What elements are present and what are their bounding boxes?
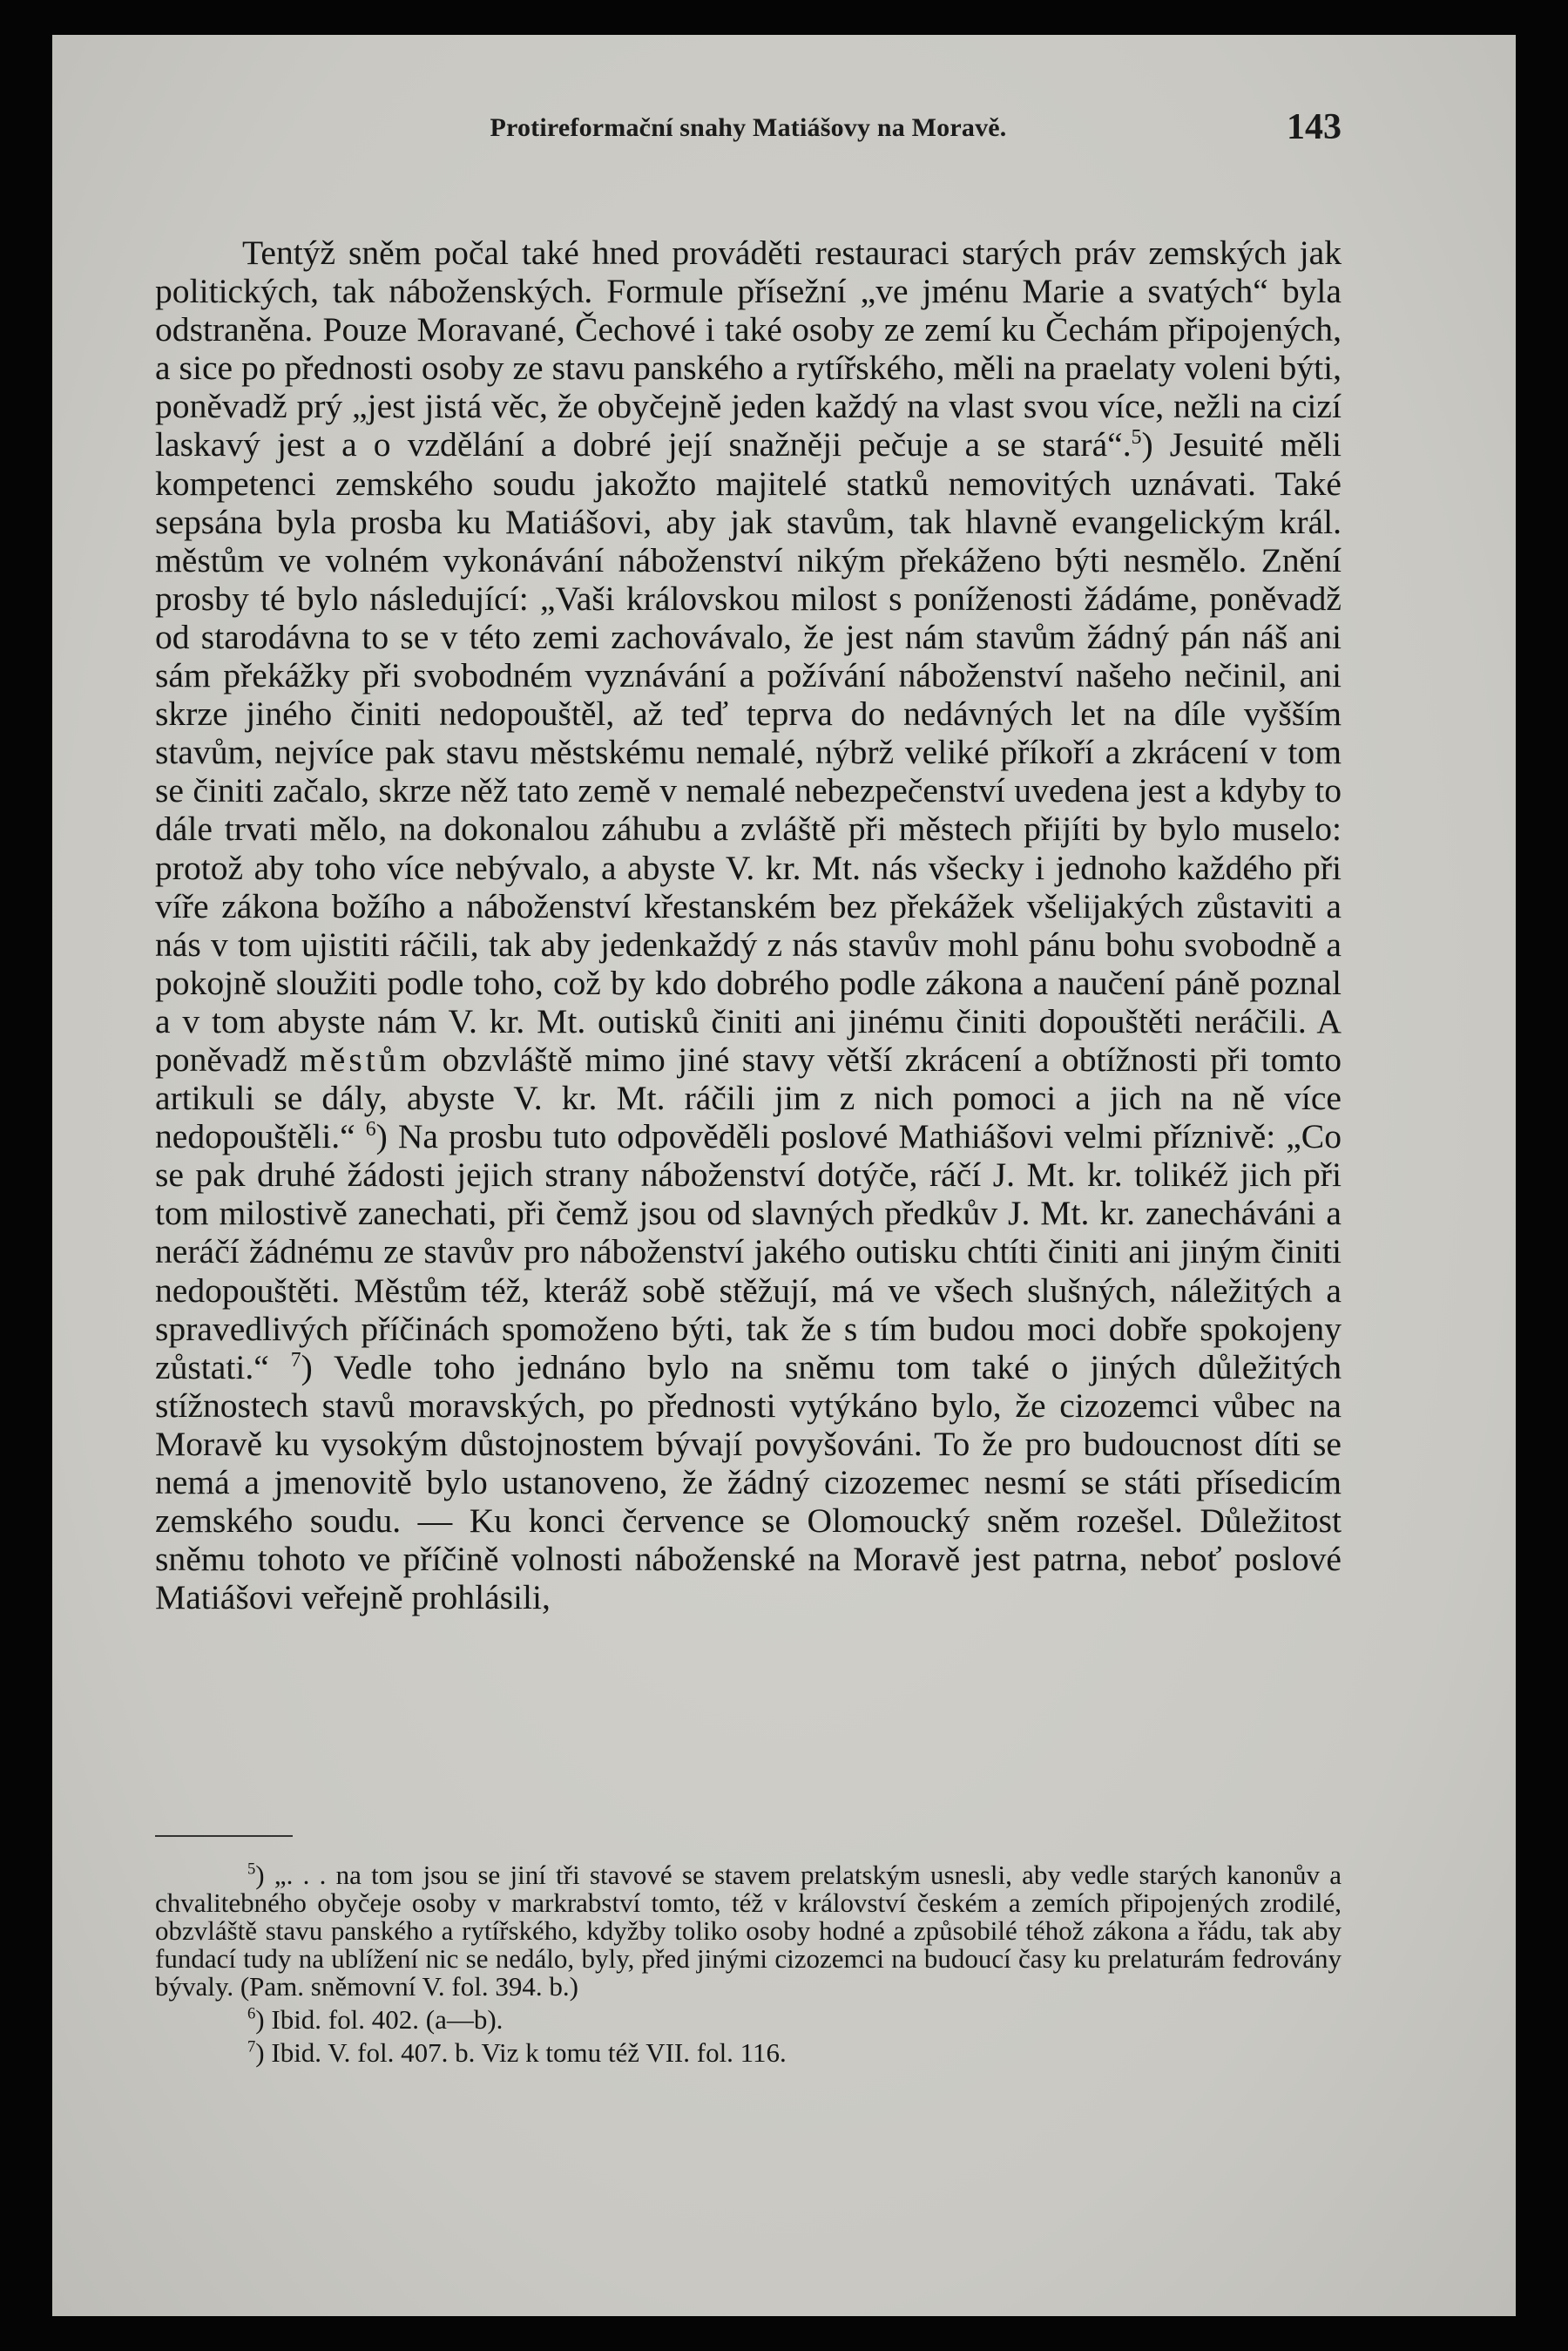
page-number: 143 xyxy=(1287,107,1342,147)
footnote-6-mark: 6 xyxy=(247,2004,256,2023)
footnote-ref-5: 5 xyxy=(1131,426,1142,450)
text-run-5: ) Vedle toho jednáno bylo na sněmu tom také o jiných důležitých stížnostech stavů moravských, po přednosti vytýkáno bylo, že cizozemci vůbec na Moravě ku vysokým důstojnostem bývají povyšováni. To že pro budoucnost díti se nemá a jmenovitě bylo ustanoveno, že žádný cizozemec nesmí se státi přísedicím zemského soudu. — Ku konci července se Olomoucký sněm rozešel. Důležitost sněmu tohoto ve příčině volnosti náboženské na Moravě jest patrna, neboť poslové Matiášovi veřejně prohlásili, xyxy=(155,1347,1342,1617)
footnote-7-mark: 7 xyxy=(247,2037,256,2056)
footnotes xyxy=(155,1861,1342,2072)
text-run-4: ) Na prosbu tuto odpověděli poslové Mathiášovi velmi příznivě: „Co se pak druhé žádosti jejich strany náboženství dotýče, ráčí J. Mt. kr. tolikéž jich při tom milostivě zanechati, při čemž jsou od slavných předkův J. Mt. kr. zanecháváni a neráčí žádnému ze stavův pro náboženství jakého outisku chtíti činiti ani jiným činiti nedopouštěti. Městům též, kteráž sobě stěžují, má ve všech slušných, náležitých a spravedlivých příčinách spomoženo býti, tak že s tím budou moci dobře spokojeny zůstati.“ xyxy=(155,1117,1342,1386)
running-title: Protireformační snahy Matiášovy na Moravě. xyxy=(490,113,1007,142)
footnote-7-text: ) Ibid. V. fol. 407. b. Viz k tomu též VII. fol. 116. xyxy=(255,2037,787,2068)
spaced-word: městům xyxy=(299,1040,430,1079)
footnote-ref-6: 6 xyxy=(365,1117,376,1141)
footnote-ref-7: 7 xyxy=(290,1348,301,1372)
text-run-1: Tentýž sněm počal také hned prováděti restauraci starých práv zemských jak politických, tak náboženských. Formule přísežní „ve jménu Marie a svatých“ byla odstraněna. Pouze Moravané, Čechové i také osoby ze zemí ku Čechám připojených, a sice po přednosti osoby ze stavu panského a rytířského, měli na praelaty voleni býti, poněvadž prý „jest jistá věc, že obyčejně jeden každý na vlast svou více, nežli na cizí laskavý jest a o vzdělání a dobré její snažněji pečuje a se stará“. xyxy=(155,234,1342,464)
footnote-5-mark: 5 xyxy=(247,1860,256,1879)
text-run-2: ) Jesuité měli kompetenci zemského soudu jakožto majitelé statků nemovitých uznávati. Také sepsána byla prosba ku Matiášovi, aby jak stavům, tak hlavně evangelickým král. městům ve volném vykonávání náboženství nikým překáženo býti nesmělo. Znění prosby té bylo následující: „Vaši královskou milost s poníženosti žádáme, poněvadž od starodávna to se v této zemi zachovávalo, že jest nám stavům žádný pán náš ani sám překážky při svobodném vyznávání a požívání náboženství našeho nečinil, ani skrze jiného činiti nedopouštěl, až teď teprva do nedávných let na díle vyšším stavům, nejvíce pak stavu městskému nemalé, nýbrž veliké příkoří a zkrácení v tom se činiti začalo, skrze něž tato země v nemalé nebezpečenství uvedena jest a kdyby to dále trvati mělo, na dokonalou záhubu a zvláště při městech přijíti by bylo muselo: protož aby toho více nebývalo, a abyste V. kr. Mt. nás všecky i jednoho každého při víře zákona božího a náboženství křestanském bez překážek všelijakých zůstaviti a nás v tom ujistiti ráčili, tak aby jedenkaždý z nás stavův mohl pánu bohu svobodně a pokojně sloužiti podle toho, což by kdo dobrého podle zákona a naučení páně poznal a v tom abyste nám V. kr. Mt. outisků činiti ani jinému činiti dopouštěti neráčili. A poněvadž xyxy=(155,425,1342,1079)
footnote-5 xyxy=(155,1861,1342,2001)
footnote-6-text: ) Ibid. fol. 402. (a—b). xyxy=(255,2004,504,2035)
main-text xyxy=(155,234,1342,1616)
text-run-3: obzvláště mimo jiné stavy větší zkrácení a obtížnosti při tomto artikuli se dály, abyste V. kr. Mt. ráčili jim z nich pomoci a jich na ně více nedopouštěli.“ xyxy=(155,1040,1342,1156)
footnote-7 xyxy=(155,2039,1342,2067)
page-header xyxy=(155,103,1342,155)
footnote-6 xyxy=(155,2006,1342,2034)
footnote-5-text: ) „. . . na tom jsou se jiní tři stavové se stavem prelatským usnesli, aby vedle starých kanonův a chvalitebného obyčeje osoby v markrabství tomto, též v království českém a zemích připojených zrodilé, obzvláště stavu panského a rytířského, kdyžby toliko osoby hodné a způsobilé téhož zákona a řádu, tak aby fundací tudy na ublížení nic se nedálo, byly, před jinými cizozemci na budoucí časy ku prelaturám fedrovány bývaly. (Pam. sněmovní V. fol. 394. b.) xyxy=(155,1860,1342,2002)
footnote-divider xyxy=(155,1835,293,1837)
